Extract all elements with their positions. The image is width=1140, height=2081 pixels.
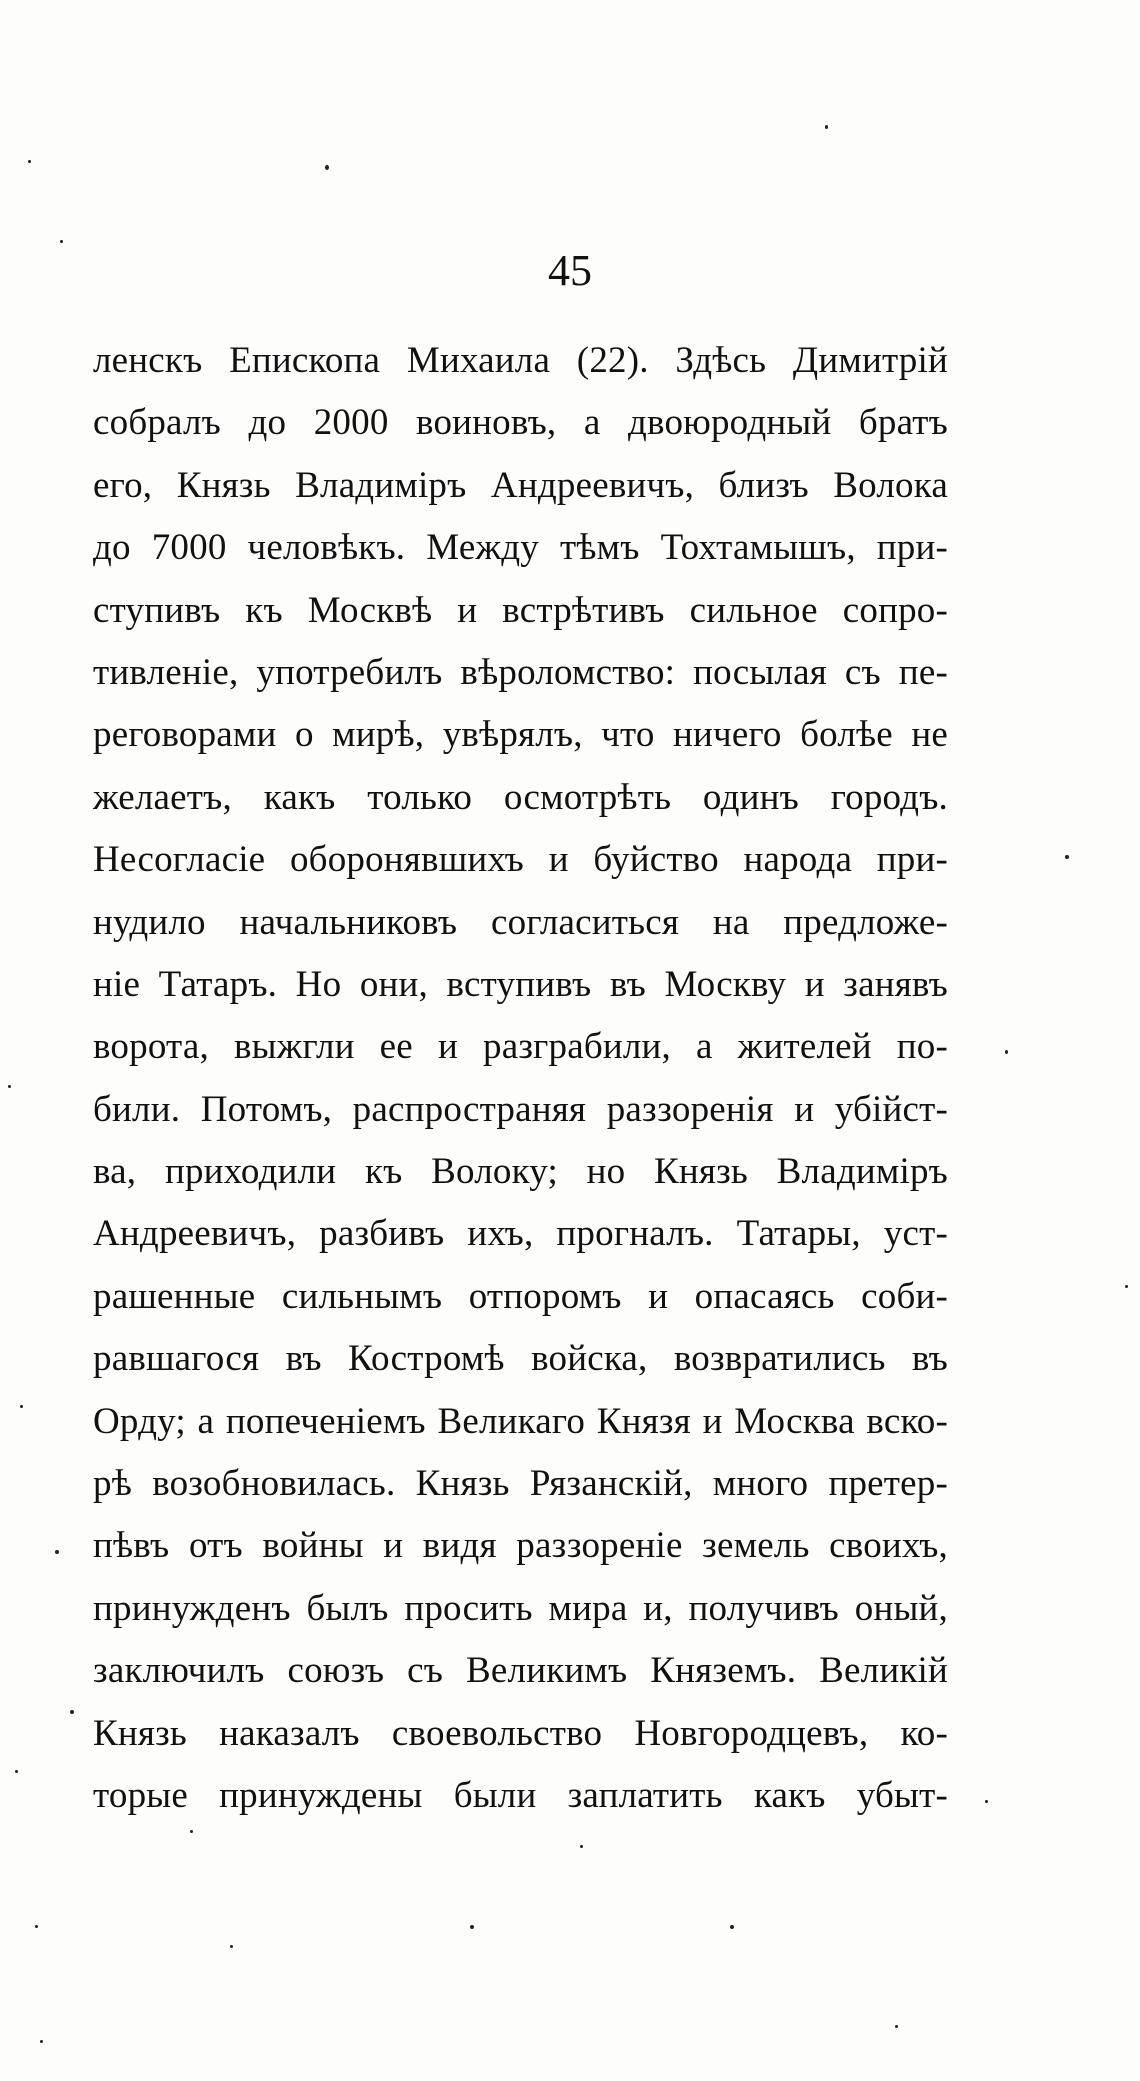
text-line: ленскъ Епископа Михаила (22). Здѣсь Димитрій xyxy=(93,340,948,381)
speck xyxy=(40,2040,43,2043)
text-line: его, Князь Владиміръ Андреевичъ, близъ Волока xyxy=(93,464,948,506)
speck xyxy=(20,1405,23,1408)
speck xyxy=(190,1830,193,1833)
text-line: собралъ до 2000 воиновъ, а двоюродный братъ xyxy=(93,402,948,444)
text-line: заключилъ союзъ съ Великимъ Княземъ. Великій xyxy=(93,1650,948,1692)
text-line: торые принуждены были заплатить какъ убыт- xyxy=(93,1774,948,1816)
text-line: желаетъ, какъ только осмотрѣть одинъ городъ. xyxy=(93,776,948,818)
text-line: тивленіе, употребилъ вѣроломство: посылая съ пе- xyxy=(93,651,948,693)
text-line: принужденъ былъ просить мира и, получивъ оный, xyxy=(93,1587,948,1629)
speck xyxy=(470,1925,474,1929)
text-line: нудило начальниковъ согласиться на предложе- xyxy=(93,901,948,943)
text-line: реговорами о мирѣ, увѣрялъ, что ничего болѣе не xyxy=(93,714,948,756)
speck xyxy=(8,1085,11,1088)
text-line: равшагося въ Костромѣ войска, возвратились въ xyxy=(93,1338,948,1380)
text-line: пѣвъ отъ войны и видя раззореніе земель своихъ, xyxy=(93,1525,948,1567)
speck xyxy=(230,1945,233,1948)
speck xyxy=(35,1925,38,1928)
text-line: рашенные сильнымъ отпоромъ и опасаясь соби- xyxy=(93,1275,948,1317)
text-line: ніе Татаръ. Но они, вступивъ въ Москву и занявъ xyxy=(93,963,948,1005)
text-line: до 7000 человѣкъ. Между тѣмъ Тохтамышъ, при- xyxy=(93,527,948,569)
text-line: Орду; а попеченіемъ Великаго Князя и Москва вско- xyxy=(93,1400,948,1442)
speck xyxy=(895,2025,898,2028)
speck xyxy=(325,165,329,170)
speck xyxy=(580,1845,583,1848)
speck xyxy=(1005,1050,1008,1054)
speck xyxy=(70,1710,74,1714)
speck xyxy=(730,1925,734,1929)
speck xyxy=(1125,1285,1128,1288)
body-text xyxy=(93,330,948,1827)
text-line: Несогласіе оборонявшихъ и буйство народа при- xyxy=(93,839,948,881)
speck xyxy=(825,125,828,129)
speck xyxy=(15,1770,18,1773)
text-line: рѣ возобновилась. Князь Рязанскій, много претер- xyxy=(93,1463,948,1505)
text-line: Князь наказалъ своевольство Новгородцевъ, ко- xyxy=(93,1712,948,1754)
text-line: ступивъ къ Москвѣ и встрѣтивъ сильное сопро- xyxy=(93,589,948,631)
speck xyxy=(28,160,31,163)
text-line: ворота, выжгли ее и разграбили, а жителей по- xyxy=(93,1026,948,1068)
speck xyxy=(1065,855,1069,859)
page-number: 45 xyxy=(548,246,592,295)
speck xyxy=(985,1800,988,1803)
text-line: ва, приходили къ Волоку; но Князь Владиміръ xyxy=(93,1151,948,1193)
text-line: били. Потомъ, распространяя раззоренія и убійст- xyxy=(93,1088,948,1130)
speck xyxy=(55,1550,59,1554)
text-line: Андреевичъ, разбивъ ихъ, прогналъ. Татары, уст- xyxy=(93,1213,948,1255)
